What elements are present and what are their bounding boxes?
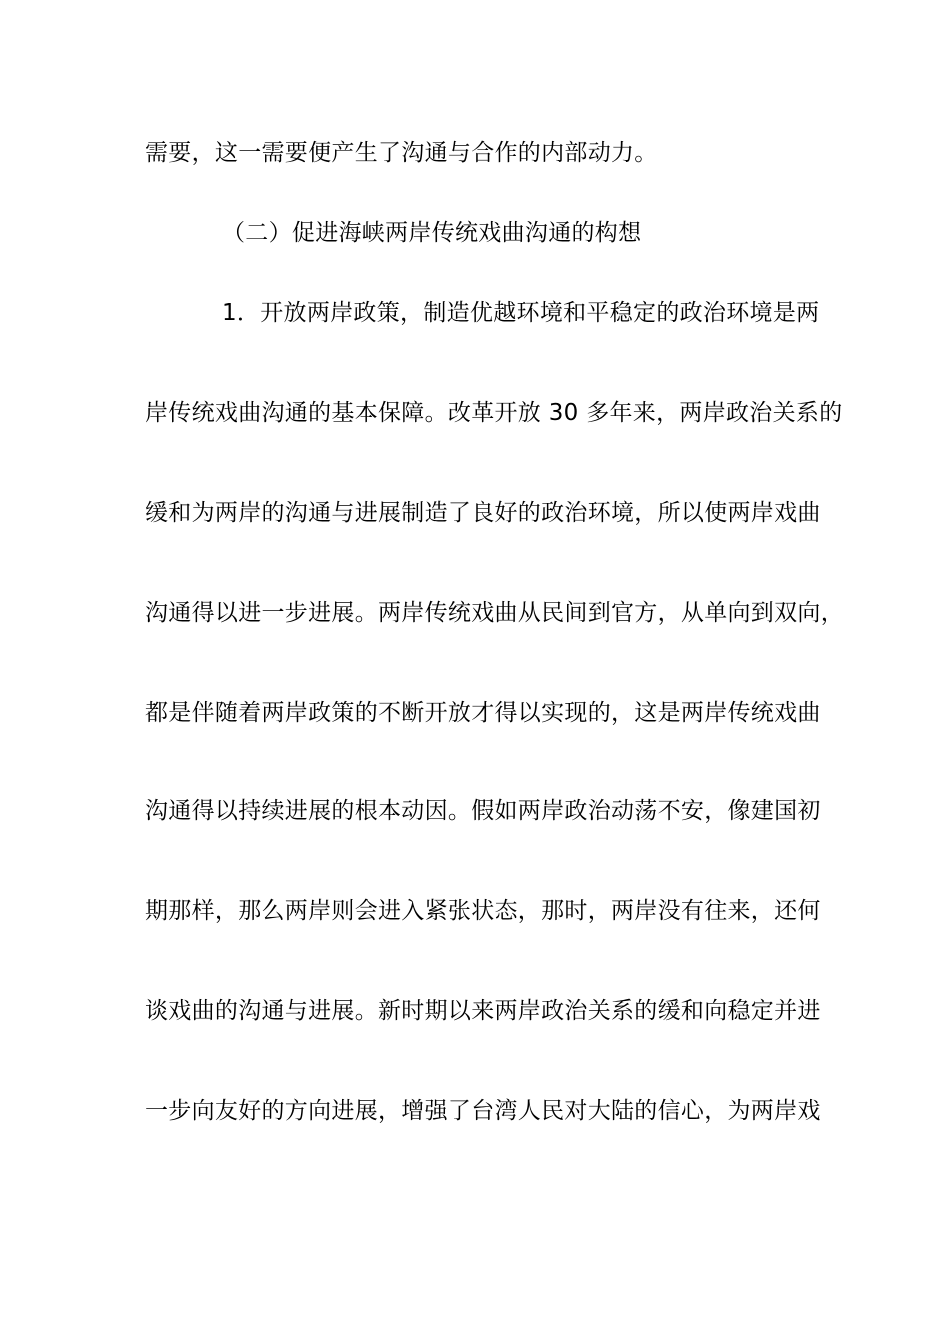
paragraph-line: 一步向友好的方向进展，增强了台湾人民对大陆的信心，为两岸戏 xyxy=(145,1098,821,1124)
paragraph-line: 都是伴随着两岸政策的不断开放才得以实现的，这是两岸传统戏曲 xyxy=(145,700,821,726)
paragraph-line: 期那样，那么两岸则会进入紧张状态，那时，两岸没有往来，还何 xyxy=(145,898,821,924)
paragraph-line: 谈戏曲的沟通与进展。新时期以来两岸政治关系的缓和向稳定并进 xyxy=(145,998,821,1024)
paragraph-line: 岸传统戏曲沟通的基本保障。改革开放 30 多年来，两岸政治关系的 xyxy=(145,400,843,426)
paragraph-line: 缓和为两岸的沟通与进展制造了良好的政治环境，所以使两岸戏曲 xyxy=(145,500,821,526)
paragraph-line: 沟通得以进一步进展。两岸传统戏曲从民间到官方，从单向到双向， xyxy=(145,600,844,626)
paragraph-line: 1．开放两岸政策，制造优越环境和平稳定的政治环境是两 xyxy=(222,300,820,326)
paragraph-line: 需要，这一需要便产生了沟通与合作的内部动力。 xyxy=(145,140,658,166)
paragraph-line: 沟通得以持续进展的根本动因。假如两岸政治动荡不安，像建国初 xyxy=(145,798,821,824)
section-heading: （二）促进海峡两岸传统戏曲沟通的构想 xyxy=(222,220,642,246)
